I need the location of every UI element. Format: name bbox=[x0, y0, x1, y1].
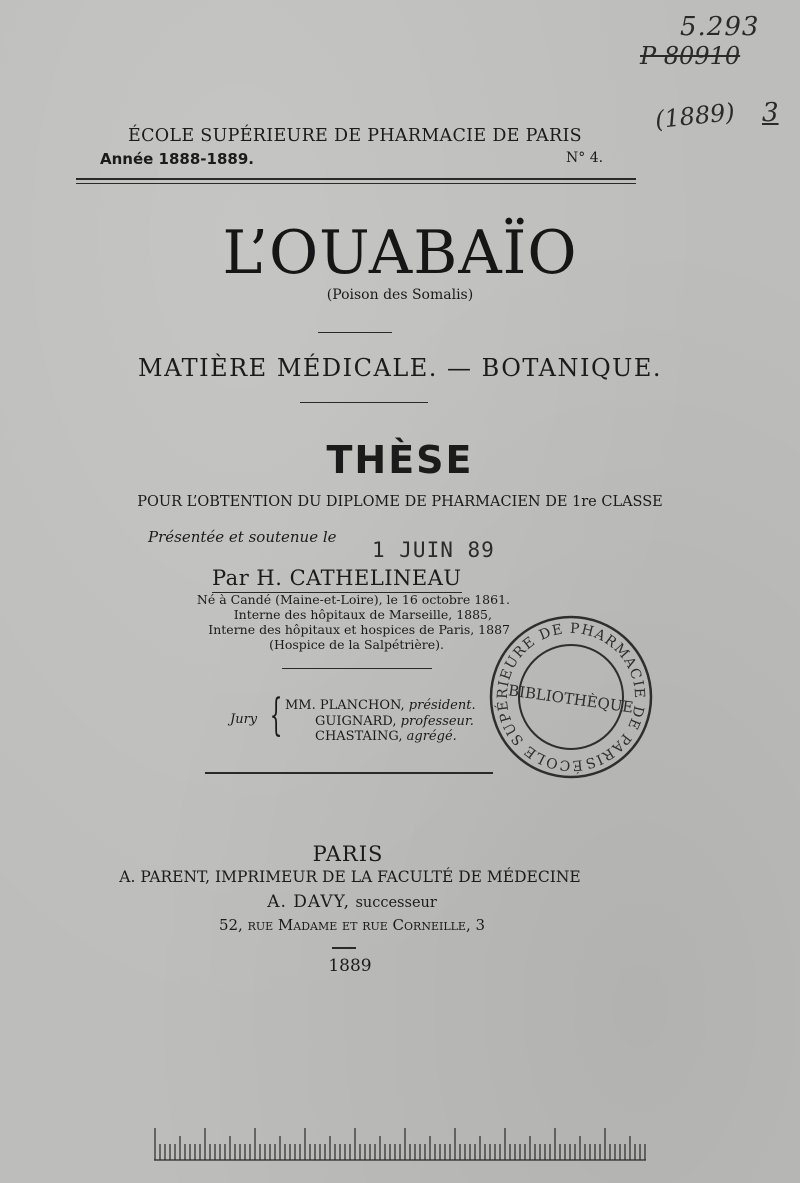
jury-member-name: MM. PLANCHON, bbox=[285, 698, 405, 713]
academic-year: Année 1888-1889. bbox=[100, 150, 254, 168]
rule-above-year bbox=[332, 947, 356, 949]
jury-member-role: président. bbox=[408, 698, 476, 713]
imprint-address: 52, rue Madame et rue Corneille, 3 bbox=[218, 916, 486, 934]
bio-line: (Hospice de la Salpétrière). bbox=[269, 637, 444, 652]
stamp-ring-text: ÉCOLE SUPÉRIEURE DE PHARMACIE DE PARIS bbox=[494, 620, 648, 774]
bio-line: Né à Candé (Maine-et-Loire), le 16 octobre 1861. bbox=[196, 592, 510, 607]
rule-under-subject bbox=[300, 402, 428, 403]
header-rule-bottom bbox=[76, 183, 636, 184]
stamp-center-text: BIBLIOTHÈQUE bbox=[507, 681, 635, 717]
jury-brace: { bbox=[269, 690, 283, 741]
imprint-printer: A. PARENT, IMPRIMEUR DE LA FACULTÉ DE MÉDECINE bbox=[119, 868, 581, 886]
handwritten-shelf-number: 5.293 bbox=[680, 12, 760, 42]
thesis-purpose: POUR L’OBTENTION DU DIPLOME DE PHARMACIEN DE 1re CLASSE bbox=[137, 494, 663, 510]
jury-member bbox=[285, 714, 476, 730]
jury-label: Jury bbox=[230, 712, 258, 727]
bio-line: Interne des hôpitaux de Marseille, 1885, bbox=[233, 607, 492, 622]
successor-name: A. DAVY, bbox=[267, 892, 351, 912]
jury-member-name: GUIGNARD, bbox=[315, 713, 397, 729]
subtitle: (Poison des Somalis) bbox=[326, 287, 474, 303]
handwritten-volume-number: 3 bbox=[762, 98, 779, 128]
handwritten-struck-number: P 80910 bbox=[640, 42, 741, 70]
bio-line: Interne des hôpitaux et hospices de Paris, 1887 bbox=[208, 622, 510, 637]
library-stamp bbox=[486, 612, 656, 782]
author-line: Par H. CATHELINEAU bbox=[212, 566, 462, 593]
school-name: ÉCOLE SUPÉRIEURE DE PHARMACIE DE PARIS bbox=[128, 126, 582, 146]
rule-under-subtitle bbox=[318, 332, 392, 333]
jury-member-role: agrégé. bbox=[406, 729, 457, 744]
imprint-successor bbox=[0, 892, 752, 912]
presented-text: Présentée et soutenue le bbox=[148, 528, 337, 546]
successor-label: successeur bbox=[355, 895, 437, 911]
handwritten-year-bracket: (1889) bbox=[653, 97, 737, 135]
date-stamp: 1 JUIN 89 bbox=[372, 538, 495, 562]
jury-member bbox=[285, 698, 476, 714]
thesis-number: N° 4. bbox=[566, 150, 604, 166]
jury-member bbox=[285, 729, 476, 745]
imprint-city: PARIS bbox=[312, 842, 384, 866]
rule-under-bio bbox=[282, 668, 432, 669]
imprint-year: 1889 bbox=[328, 956, 372, 976]
subject-line: MATIÈRE MÉDICALE. — BOTANIQUE. bbox=[138, 354, 662, 382]
jury-member-name: CHASTAING, bbox=[315, 729, 403, 744]
thesis-heading: THÈSE bbox=[326, 438, 474, 482]
main-title: L’OUABAÏO bbox=[222, 218, 578, 288]
author-bio bbox=[170, 592, 510, 652]
header-rule-top bbox=[76, 178, 636, 180]
jury-member-role: professeur. bbox=[400, 713, 474, 729]
jury-list bbox=[285, 698, 476, 745]
rule-under-jury bbox=[205, 772, 493, 774]
scale-ruler bbox=[150, 1122, 650, 1162]
